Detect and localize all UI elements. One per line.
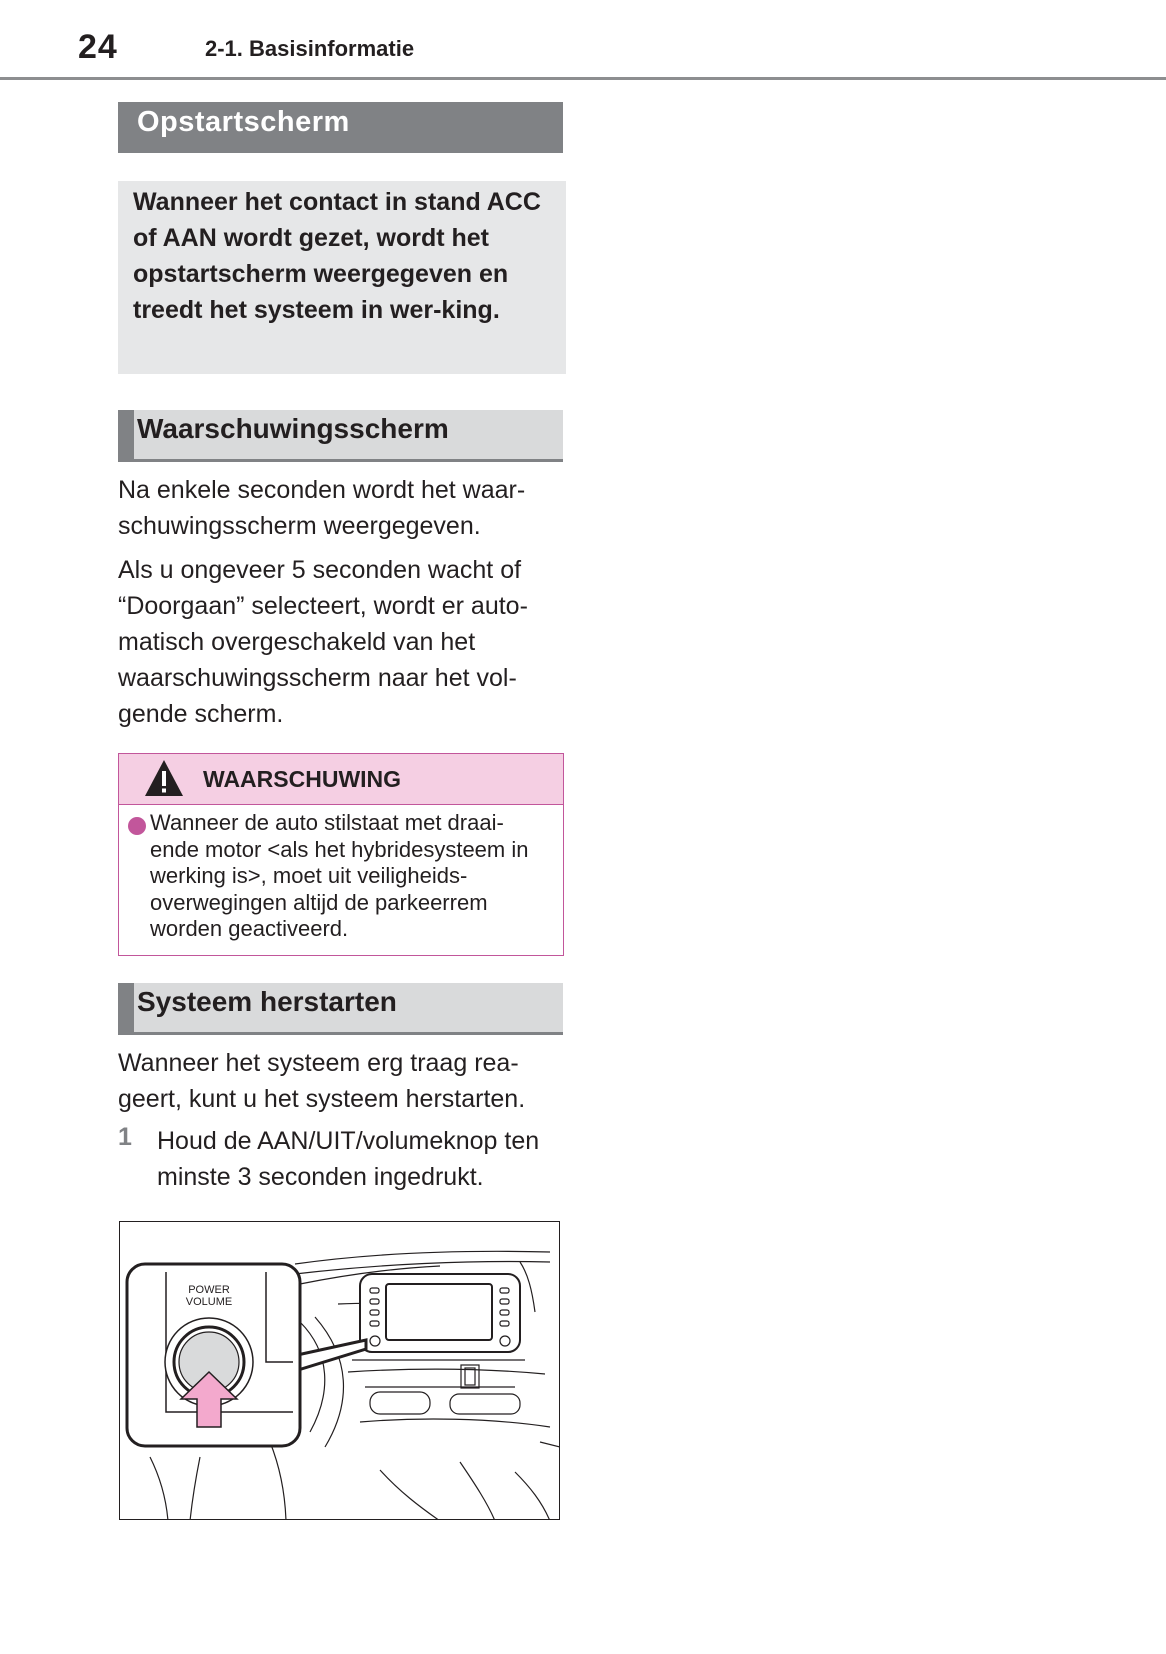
restart-body	[118, 1045, 568, 1117]
section-title: 2-1. Basisinformatie	[205, 36, 415, 61]
restart-heading: Systeem herstarten	[118, 983, 563, 1035]
warning-box-title: WAARSCHUWING	[203, 766, 402, 792]
startup-intro-text: Wanneer het contact in stand ACC of AAN wordt gezet, wordt het opstartscherm weergegeven en treedt het systeem in wer-king.	[133, 188, 541, 324]
warning-box-body	[119, 805, 563, 943]
warning-box-header	[119, 754, 563, 805]
startup-screen-heading: Opstartscherm	[118, 102, 563, 153]
warning-box-text: Wanneer de auto stilstaat met draai-ende motor <als het hybridesysteem in werking is>, moet uit veiligheids-overwegingen altijd de parkeerrem worden geactiveerd.	[150, 810, 529, 941]
restart-paragraph: Wanneer het systeem erg traag rea-geert, kunt u het systeem herstarten.	[118, 1049, 526, 1113]
warning-triangle-icon	[143, 758, 185, 798]
power-volume-knob-illustration	[119, 1221, 560, 1520]
bullet-dot-icon	[128, 817, 146, 835]
warning-screen-heading: Waarschuwingsscherm	[118, 410, 563, 462]
infotainment-screen	[360, 1274, 520, 1352]
knob-label-volume: VOLUME	[185, 1296, 233, 1308]
warning-box	[118, 753, 564, 956]
header-divider	[0, 77, 1166, 80]
page-number: 24	[78, 28, 118, 66]
warning-screen-paragraph-1: Na enkele seconden wordt het waar-schuwingsscherm weergegeven.	[118, 476, 526, 540]
step-number: 1	[118, 1123, 132, 1151]
warning-screen-paragraph-2: Als u ongeveer 5 seconden wacht of “Doorgaan” selecteert, wordt er auto-matisch overgeschakeld van het waarschuwingsscherm naar het vol-gende scherm.	[118, 556, 528, 728]
warning-screen-body	[118, 472, 568, 732]
dashboard-line-drawing	[120, 1222, 560, 1520]
knob-label-power: POWER	[188, 1284, 230, 1296]
step-text: Houd de AAN/UIT/volumeknop ten minste 3 seconden ingedrukt.	[157, 1127, 540, 1191]
startup-intro-box	[118, 181, 566, 374]
